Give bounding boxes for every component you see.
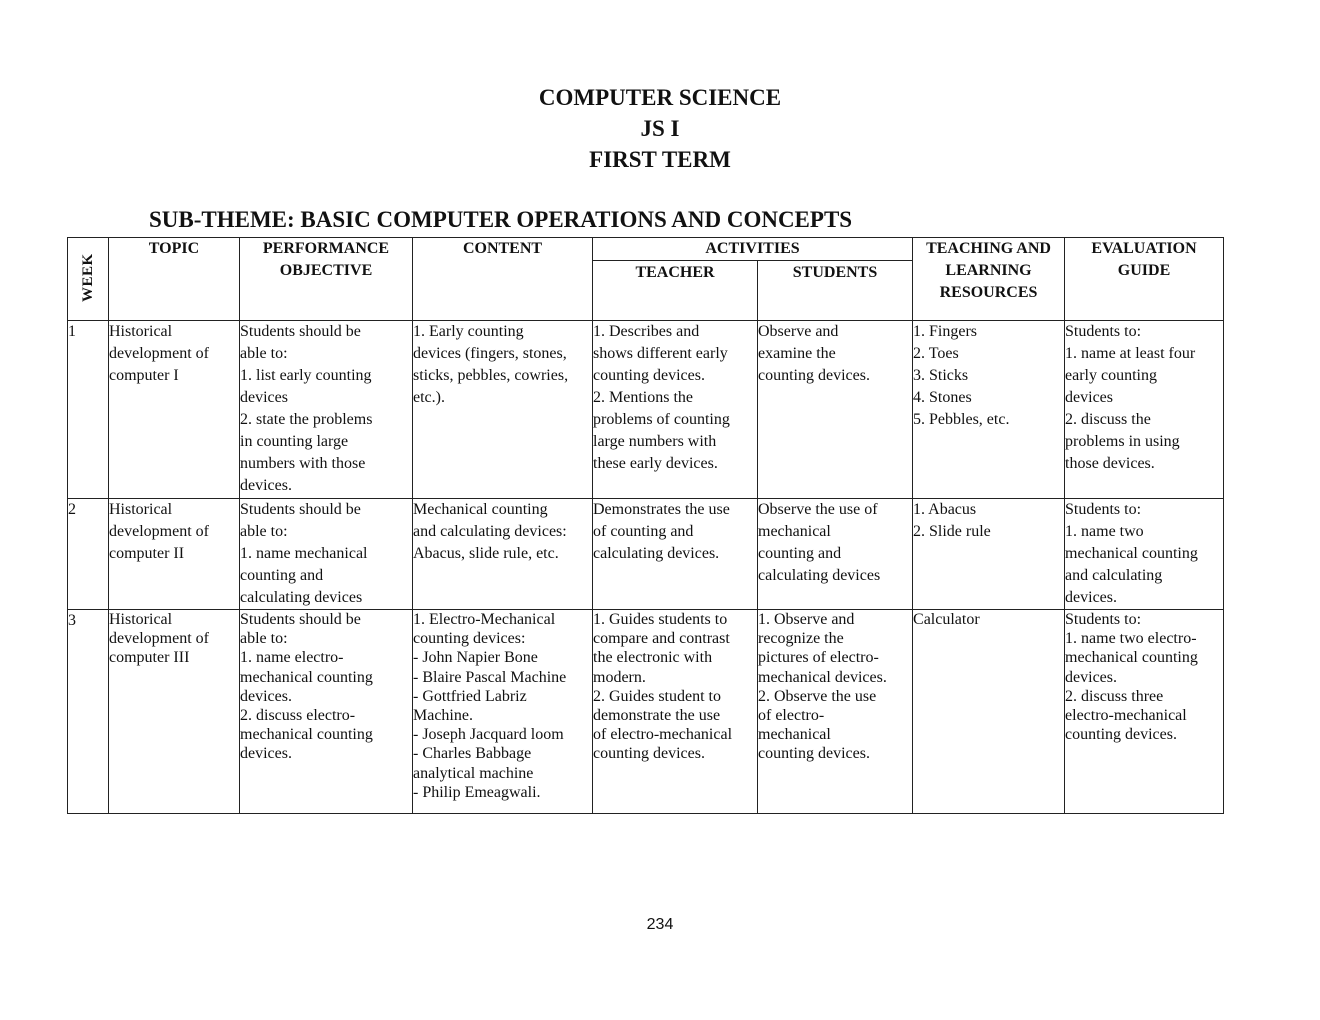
week-number: 2	[68, 499, 109, 610]
evaluation-header-label: EVALUATION GUIDE	[1091, 240, 1197, 279]
resources-header-label: TEACHING AND LEARNING RESOURCES	[926, 240, 1051, 301]
objective-cell: Students should be able to: 1. name electro- mechanical counting devices. 2. discuss electro- mechanical counting devices.	[240, 610, 413, 814]
table-row-week-2	[68, 499, 1224, 610]
week-number: 1	[68, 321, 109, 499]
objective-cell: Students should be able to: 1. name mechanical counting and calculating devices	[240, 499, 413, 610]
teacher-header-label: TEACHER	[635, 264, 715, 281]
teacher-activity-cell: 1. Guides students to compare and contrast the electronic with modern. 2. Guides student to demonstrate the use of electro-mechanical counting devices.	[593, 610, 758, 814]
teacher-header	[593, 261, 758, 321]
teacher-activity-cell: 1. Describes and shows different early counting devices. 2. Mentions the problems of counting large numbers with these early devices.	[593, 321, 758, 499]
week-header-label: WEEK	[80, 253, 96, 302]
topic-header-label: TOPIC	[148, 240, 200, 257]
content-header-label: CONTENT	[462, 240, 543, 257]
students-header	[758, 261, 913, 321]
resources-cell: Calculator	[913, 610, 1065, 814]
resources-cell: 1. Abacus 2. Slide rule	[913, 499, 1065, 610]
table-header-row	[68, 238, 1224, 261]
table-row-week-1	[68, 321, 1224, 499]
week-number: 3	[68, 610, 109, 814]
teacher-activity-cell: Demonstrates the use of counting and calculating devices.	[593, 499, 758, 610]
topic-cell: Historical development of computer II	[109, 499, 240, 610]
class-title: JS I	[640, 116, 680, 141]
resources-header	[913, 238, 1065, 321]
topic-cell: Historical development of computer III	[109, 610, 240, 814]
activities-header-label: ACTIVITIES	[705, 240, 800, 257]
objective-header-label: PERFORMANCE OBJECTIVE	[262, 240, 390, 279]
evaluation-header	[1065, 238, 1224, 321]
objective-cell: Students should be able to: 1. list early counting devices 2. state the problems in counting large numbers with those devices.	[240, 321, 413, 499]
topic-cell: Historical development of computer I	[109, 321, 240, 499]
content-cell: 1. Early counting devices (fingers, stones, sticks, pebbles, cowries, etc.).	[413, 321, 593, 499]
scheme-of-work-table	[67, 237, 1224, 814]
content-cell: Mechanical counting and calculating devices: Abacus, slide rule, etc.	[413, 499, 593, 610]
week-header	[68, 238, 109, 321]
content-header	[413, 238, 593, 321]
students-header-label: STUDENTS	[792, 264, 878, 281]
objective-header	[240, 238, 413, 321]
activities-header	[593, 238, 913, 261]
page-number: 234	[646, 916, 674, 933]
topic-header	[109, 238, 240, 321]
students-activity-cell: Observe the use of mechanical counting and calculating devices	[758, 499, 913, 610]
term-title: FIRST TERM	[589, 147, 731, 172]
students-activity-cell: 1. Observe and recognize the pictures of electro- mechanical devices. 2. Observe the use of electro- mechanical counting devices.	[758, 610, 913, 814]
resources-cell: 1. Fingers 2. Toes 3. Sticks 4. Stones 5. Pebbles, etc.	[913, 321, 1065, 499]
evaluation-cell: Students to: 1. name at least four early counting devices 2. discuss the problems in using those devices.	[1065, 321, 1224, 499]
document-title-block	[0, 82, 1320, 175]
subject-title: COMPUTER SCIENCE	[538, 85, 782, 110]
evaluation-cell: Students to: 1. name two electro- mechanical counting devices. 2. discuss three electro-mechanical counting devices.	[1065, 610, 1224, 814]
evaluation-cell: Students to: 1. name two mechanical counting and calculating devices.	[1065, 499, 1224, 610]
sub-theme-heading: SUB-THEME: BASIC COMPUTER OPERATIONS AND CONCEPTS	[149, 207, 853, 232]
table-row-week-3	[68, 610, 1224, 814]
students-activity-cell: Observe and examine the counting devices.	[758, 321, 913, 499]
content-cell: 1. Electro-Mechanical counting devices: - John Napier Bone - Blaire Pascal Machine - Gottfried Labriz Machine. - Joseph Jacquard loom - Charles Babbage analytical machine - Philip Emeagwali.	[413, 610, 593, 814]
